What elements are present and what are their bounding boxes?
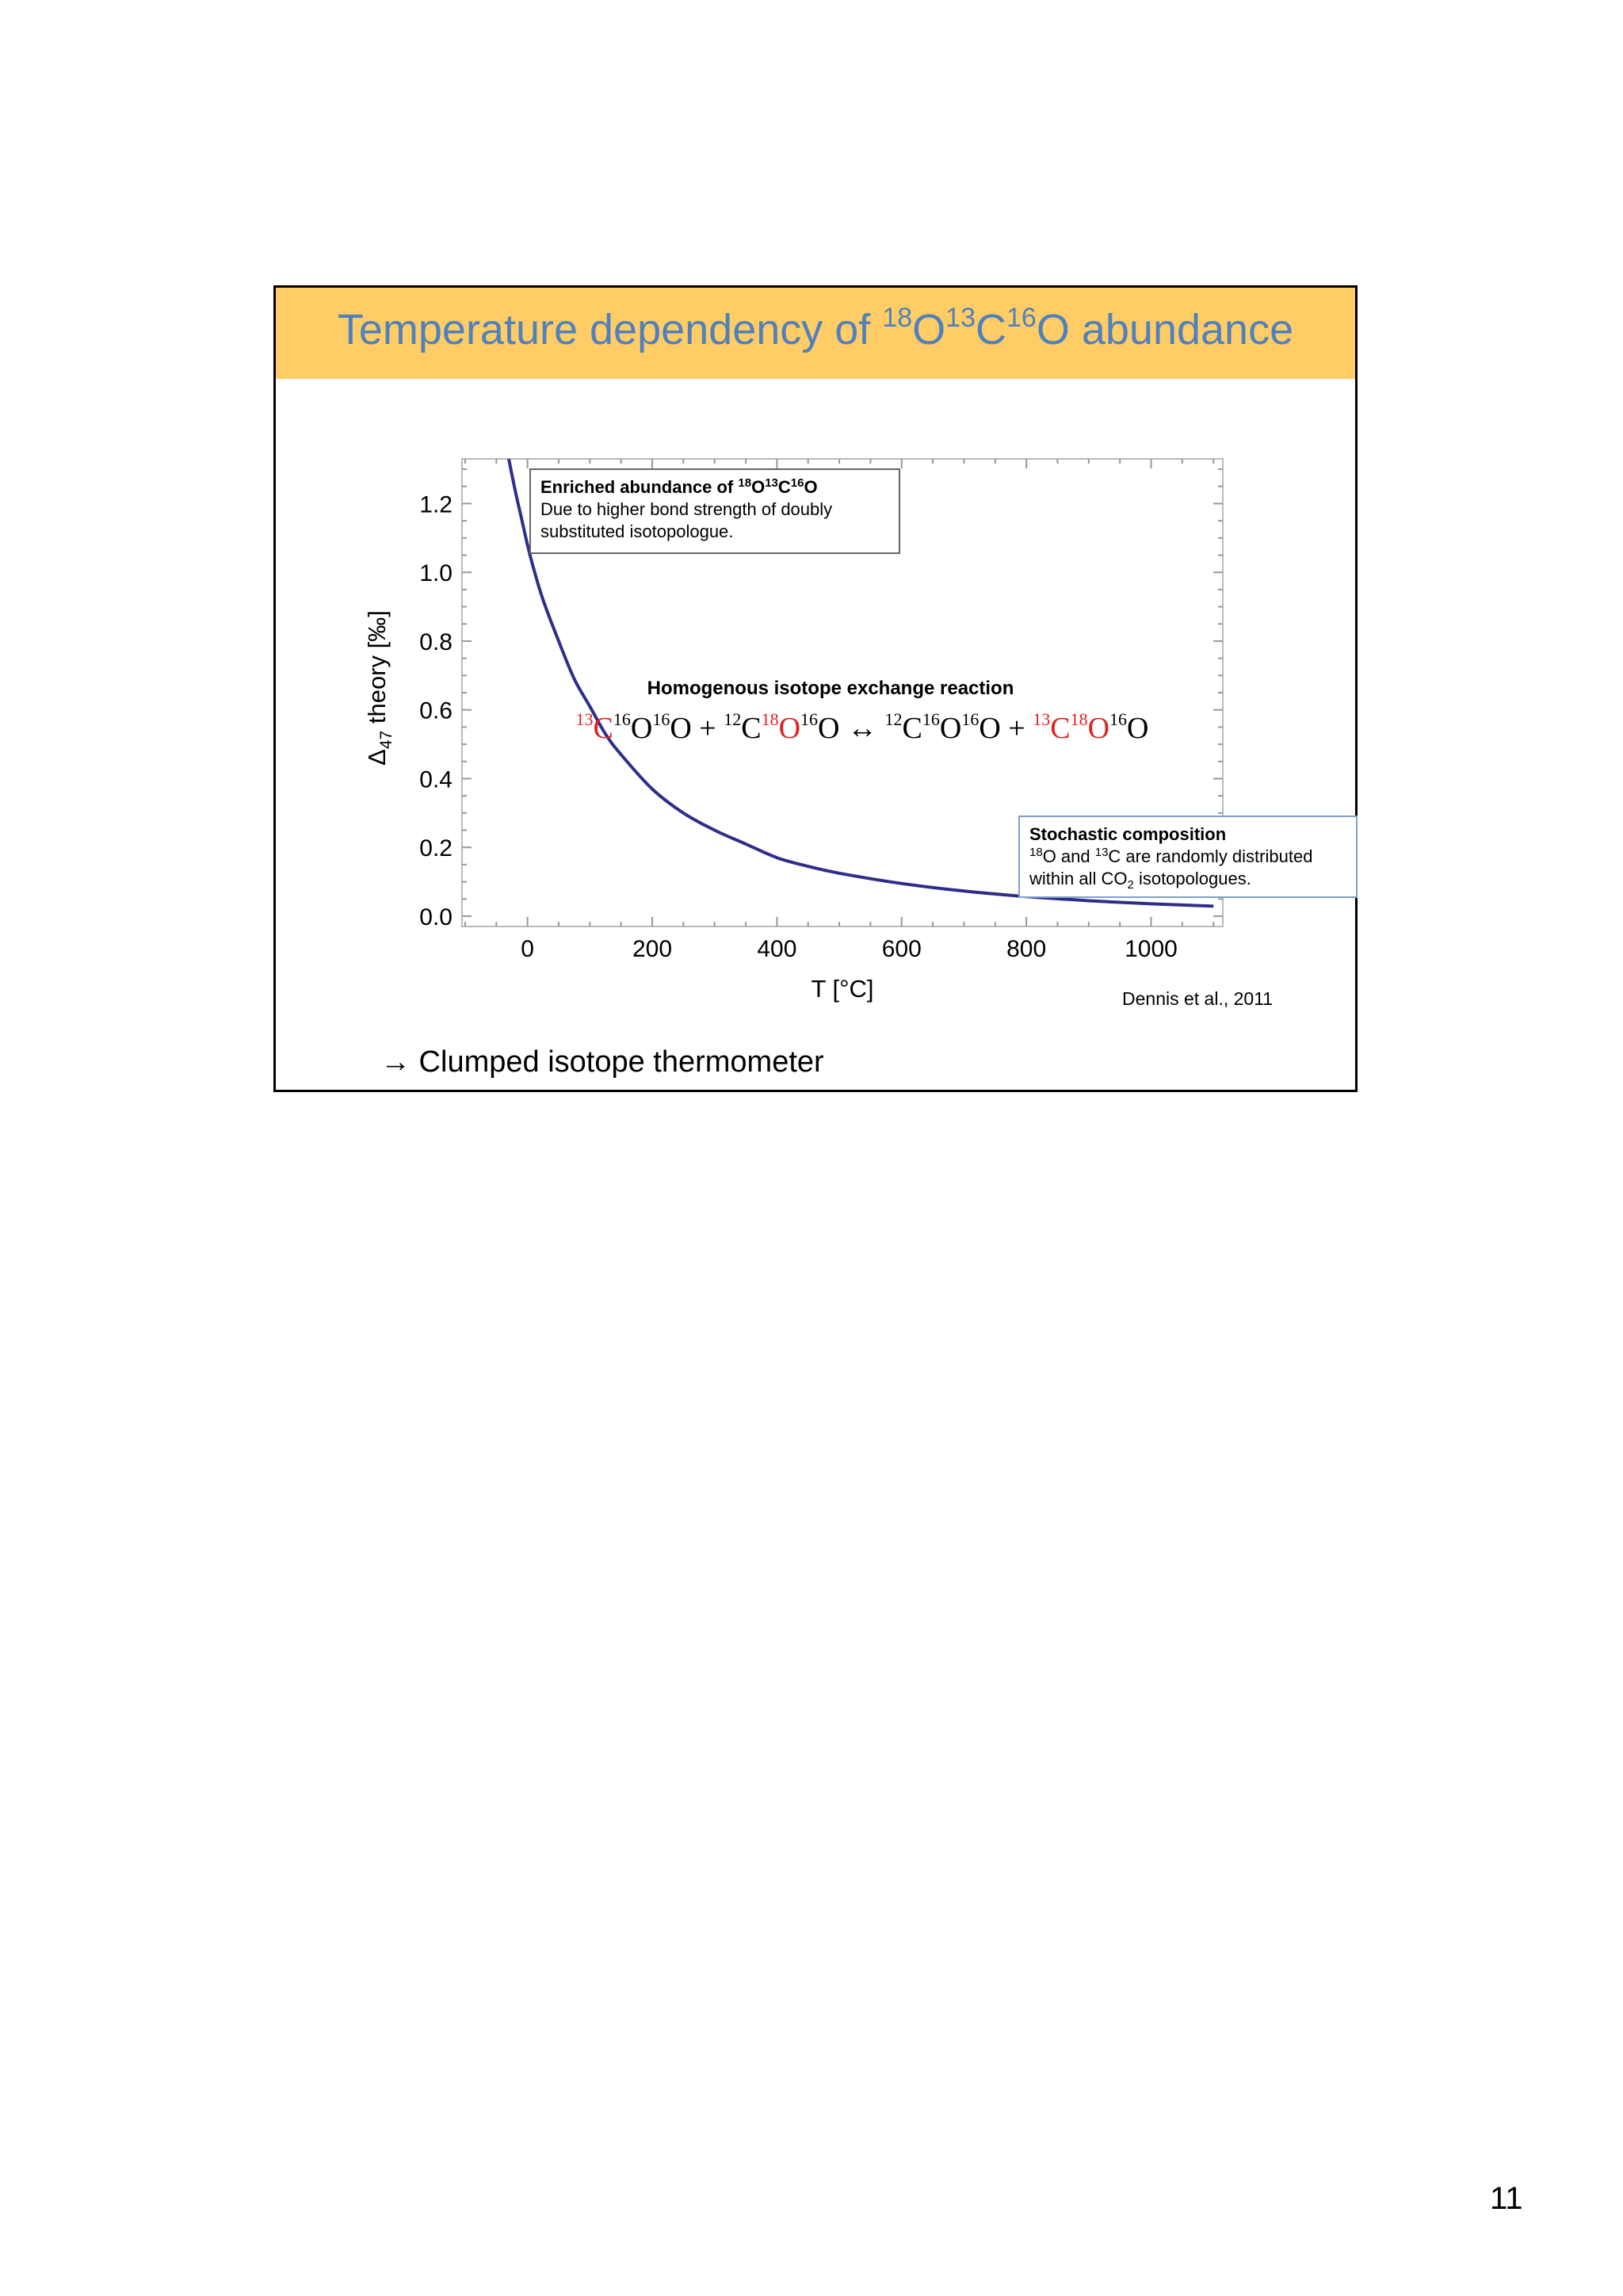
y-tick-label: 0.6	[419, 697, 453, 724]
enriched-box-line2: substituted isotopologue.	[540, 521, 734, 541]
citation: Dennis et al., 2011	[1122, 988, 1274, 1009]
x-tick-label: 0	[521, 936, 534, 962]
y-tick-label: 0.0	[419, 904, 453, 930]
y-tick-label: 0.2	[419, 835, 453, 862]
reactant-1: $^{13}C^{16}O^{16}O$	[575, 709, 692, 745]
enriched-box-title: Enriched abundance of $^{18}O^{13}C^{16}O$	[540, 476, 818, 497]
y-tick-label: 0.4	[419, 766, 453, 793]
x-tick-label: 800	[1006, 936, 1047, 962]
reaction-equation: $^{13}C^{16}O^{16}O + ^{12}C^{18}O^{16}O$ ↔ $^{12}C^{16}O^{16}O + ^{13}C^{18}O^{16}O$	[575, 709, 1149, 745]
enriched-annotation-box	[529, 468, 900, 554]
stochastic-box-line1: $^{18}$O and $^{13}$C are randomly distributed	[1029, 846, 1313, 866]
page-number: 11	[1490, 2181, 1523, 2216]
slide	[273, 285, 1358, 1092]
x-tick-label: 200	[632, 936, 673, 962]
stochastic-box-title: Stochastic composition	[1029, 824, 1227, 844]
y-axis-title: $\Delta_{47}$ theory [‰]	[363, 610, 395, 766]
y-tick-label: 0.8	[419, 628, 453, 655]
slide-title: Temperature dependency of $^{18}O^{13}C^{16}O$ abundance	[337, 303, 1294, 353]
y-tick-label: 1.2	[419, 491, 453, 518]
footnote: → Clumped isotope thermometer	[380, 1045, 824, 1079]
product-2: $^{13}C^{18}O^{16}O$	[1033, 709, 1149, 745]
stochastic-annotation-box	[1018, 816, 1358, 898]
x-tick-label: 400	[757, 936, 797, 962]
reaction-title: Homogenous isotope exchange reaction	[647, 678, 1014, 699]
y-tick-label: 1.0	[419, 560, 453, 587]
equilibrium-arrow: ↔	[839, 712, 885, 745]
x-axis-title: T [°C]	[811, 975, 874, 1003]
stochastic-box-line2: within all $CO_2$ isotopologues.	[1029, 869, 1251, 892]
x-tick-label: 1000	[1125, 936, 1178, 962]
enriched-box-line1: Due to higher bond strength of doubly	[540, 499, 833, 519]
x-tick-label: 600	[881, 936, 922, 962]
reactant-2: $^{12}C^{18}O^{16}O$	[724, 709, 840, 745]
product-1: $^{12}C^{16}O^{16}O$	[884, 709, 1001, 745]
